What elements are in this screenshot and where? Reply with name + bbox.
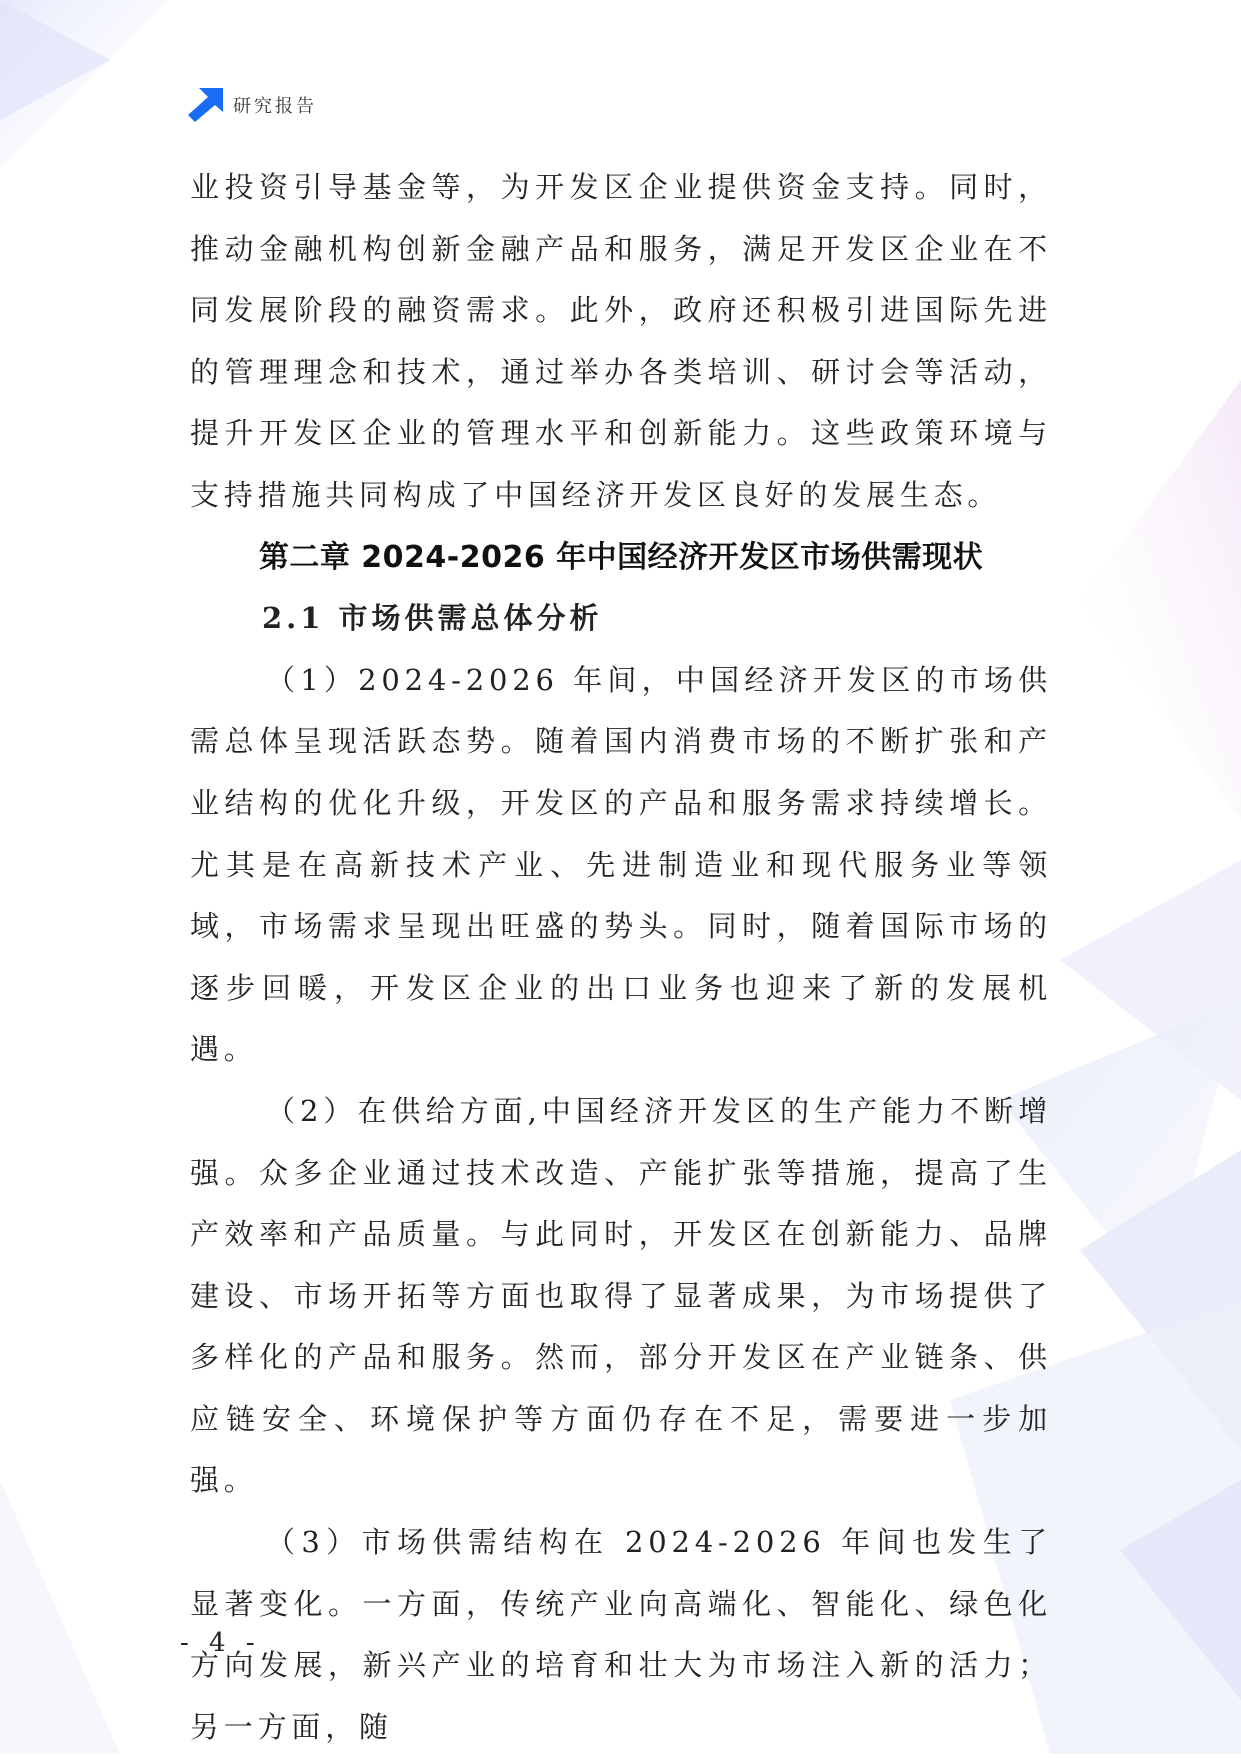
arrow-up-right-icon	[187, 88, 223, 122]
paragraph-2: （2）在供给方面,中国经济开发区的生产能力不断增强。众多企业通过技术改造、产能扩张等措施，提高了生产效率和产品质量。与此同时，开发区在创新能力、品牌建设、市场开拓等方面也取得了显著成果，为市场提供了多样化的产品和服务。然而，部分开发区在产业链条、供应链安全、环境保护等方面仍存在不足，需要进一步加强。	[190, 1093, 1052, 1498]
document-body	[190, 157, 1052, 1758]
chapter-title: 第二章 2024-2026 年中国经济开发区市场供需现状	[258, 539, 984, 575]
paragraph-3: （3）市场供需结构在 2024-2026 年间也发生了显著变化。一方面，传统产业向高端化、智能化、绿色化方向发展，新兴产业的培育和壮大为市场注入新的活力；另一方面，随	[190, 1525, 1052, 1744]
paragraph-intro: 业投资引导基金等，为开发区企业提供资金支持。同时，推动金融机构创新金融产品和服务，满足开发区企业在不同发展阶段的融资需求。此外，政府还积极引进国际先进的管理理念和技术，通过举办各类培训、研讨会等活动，提升开发区企业的管理水平和创新能力。这些政策环境与支持措施共同构成了中国经济开发区良好的发展生态。	[190, 170, 1052, 512]
report-header	[187, 88, 317, 122]
paragraph-1: （1）2024-2026 年间，中国经济开发区的市场供需总体呈现活跃态势。随着国内消费市场的不断扩张和产业结构的优化升级，开发区的产品和服务需求持续增长。尤其是在高新技术产业、先进制造业和现代服务业等领域，市场需求呈现出旺盛的势头。同时，随着国际市场的逐步回暖，开发区企业的出口业务也迎来了新的发展机遇。	[190, 662, 1052, 1067]
header-label: 研究报告	[233, 96, 317, 117]
section-title: 2.1 市场供需总体分析	[262, 601, 603, 636]
page-number: - 4 -	[180, 1628, 261, 1658]
